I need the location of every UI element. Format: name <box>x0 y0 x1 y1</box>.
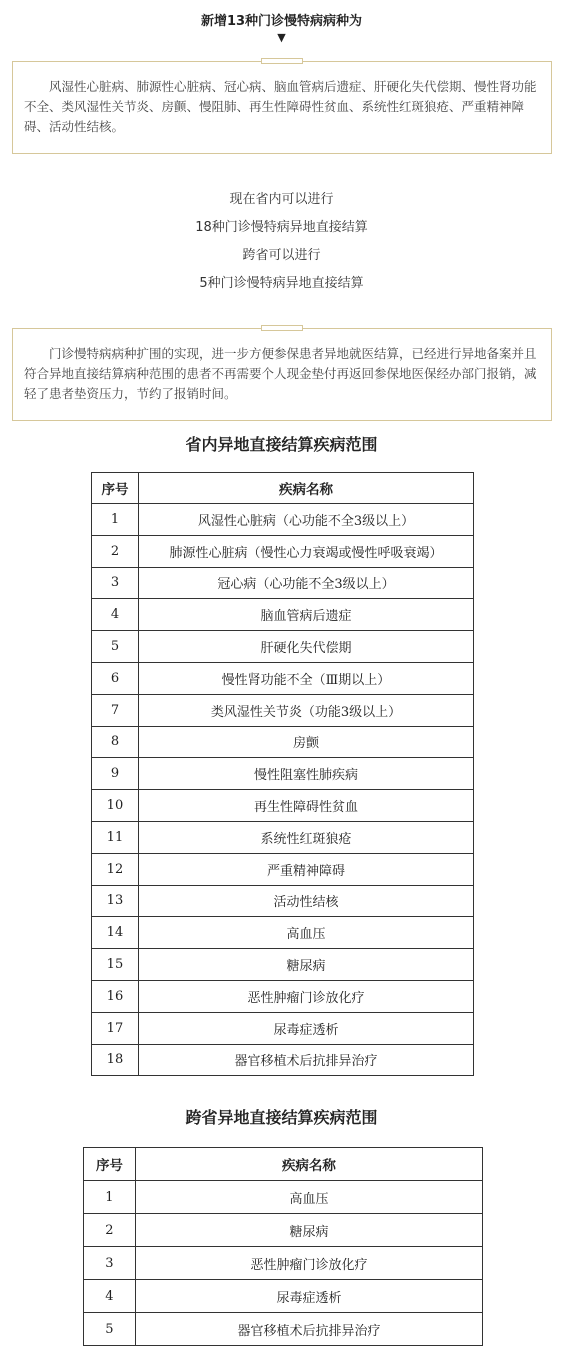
table-header-row <box>92 473 474 504</box>
header-disease: 疾病名称 <box>135 1148 482 1181</box>
row-index: 3 <box>92 567 139 599</box>
disease-name: 器官移植术后抗排异治疗 <box>135 1313 482 1346</box>
table-row <box>84 1313 483 1346</box>
disease-name: 活动性结核 <box>138 885 473 917</box>
row-index: 13 <box>92 885 139 917</box>
box-tab-decoration <box>261 325 303 331</box>
table2-title: 跨省异地直接结算疾病范围 <box>185 1108 378 1127</box>
row-index: 15 <box>92 949 139 981</box>
page-title: 新增13种门诊慢特病病种为 <box>200 14 363 29</box>
disease-name: 脑血管病后遗症 <box>138 599 473 631</box>
table-row <box>92 790 474 822</box>
row-index: 14 <box>92 917 139 949</box>
disease-name: 高血压 <box>135 1181 482 1214</box>
table-row <box>92 980 474 1012</box>
row-index: 16 <box>92 980 139 1012</box>
disease-name: 慢性阻塞性肺疾病 <box>138 758 473 790</box>
disease-name: 再生性障碍性贫血 <box>138 790 473 822</box>
table-row <box>84 1214 483 1247</box>
down-arrow-icon: ▼ <box>277 31 286 44</box>
table-row <box>84 1181 483 1214</box>
middle-line-3: 跨省可以进行 <box>242 248 321 263</box>
table-row <box>92 535 474 567</box>
row-index: 11 <box>92 821 139 853</box>
table-row <box>92 694 474 726</box>
table-header-row <box>84 1148 483 1181</box>
table-row <box>84 1247 483 1280</box>
disease-name: 恶性肿瘤门诊放化疗 <box>138 980 473 1012</box>
table-row <box>92 631 474 663</box>
box-tab-decoration <box>261 58 303 64</box>
row-index: 10 <box>92 790 139 822</box>
disease-name: 恶性肿瘤门诊放化疗 <box>135 1247 482 1280</box>
disease-name: 房颤 <box>138 726 473 758</box>
disease-name: 糖尿病 <box>138 949 473 981</box>
description-text: 门诊慢特病病种扩围的实现，进一步方便参保患者异地就医结算，已经进行异地备案并且符合异地直接结算病种范围的患者不再需要个人现金垫付再返回参保地医保经办部门报销，减轻了患者垫资压力，节约了报销时间。 <box>24 346 537 401</box>
table-provincial <box>91 472 474 1076</box>
table-row <box>92 726 474 758</box>
table-row <box>92 917 474 949</box>
table1-title: 省内异地直接结算疾病范围 <box>185 435 378 454</box>
row-index: 4 <box>84 1280 136 1313</box>
row-index: 1 <box>84 1181 136 1214</box>
disease-name: 器官移植术后抗排异治疗 <box>138 1044 473 1076</box>
disease-name: 糖尿病 <box>135 1214 482 1247</box>
row-index: 9 <box>92 758 139 790</box>
table-cross-province <box>83 1147 483 1346</box>
disease-name: 高血压 <box>138 917 473 949</box>
table-row <box>92 504 474 536</box>
row-index: 8 <box>92 726 139 758</box>
row-index: 6 <box>92 662 139 694</box>
row-index: 12 <box>92 853 139 885</box>
intro-text: 风湿性心脏病、肺源性心脏病、冠心病、脑血管病后遗症、肝硬化失代偿期、慢性肾功能不全、类风湿性关节炎、房颤、慢阻肺、再生性障碍性贫血、系统性红斑狼疮、严重精神障碍、活动性结核。 <box>24 79 537 134</box>
table-row <box>92 1012 474 1044</box>
table-row <box>92 599 474 631</box>
disease-name: 严重精神障碍 <box>138 853 473 885</box>
row-index: 7 <box>92 694 139 726</box>
row-index: 2 <box>84 1214 136 1247</box>
row-index: 18 <box>92 1044 139 1076</box>
disease-name: 风湿性心脏病（心功能不全3级以上） <box>138 504 473 536</box>
row-index: 17 <box>92 1012 139 1044</box>
middle-line-1: 现在省内可以进行 <box>229 192 334 207</box>
row-index: 5 <box>92 631 139 663</box>
table-row <box>84 1280 483 1313</box>
header-index: 序号 <box>92 473 139 504</box>
disease-name: 慢性肾功能不全（Ⅲ期以上） <box>138 662 473 694</box>
disease-name: 冠心病（心功能不全3级以上） <box>138 567 473 599</box>
disease-name: 系统性红斑狼疮 <box>138 821 473 853</box>
disease-name: 类风湿性关节炎（功能3级以上） <box>138 694 473 726</box>
row-index: 5 <box>84 1313 136 1346</box>
row-index: 1 <box>92 504 139 536</box>
middle-line-4: 5种门诊慢特病异地直接结算 <box>199 276 364 291</box>
table-row <box>92 567 474 599</box>
table-row <box>92 662 474 694</box>
table-row <box>92 853 474 885</box>
table-row <box>92 758 474 790</box>
header-disease: 疾病名称 <box>138 473 473 504</box>
disease-name: 尿毒症透析 <box>138 1012 473 1044</box>
disease-name: 尿毒症透析 <box>135 1280 482 1313</box>
disease-name: 肺源性心脏病（慢性心力衰竭或慢性呼吸衰竭） <box>138 535 473 567</box>
header-index: 序号 <box>84 1148 136 1181</box>
table-row <box>92 885 474 917</box>
row-index: 2 <box>92 535 139 567</box>
middle-line-2: 18种门诊慢特病异地直接结算 <box>195 220 368 235</box>
row-index: 3 <box>84 1247 136 1280</box>
row-index: 4 <box>92 599 139 631</box>
table-row <box>92 949 474 981</box>
table-row <box>92 1044 474 1076</box>
disease-name: 肝硬化失代偿期 <box>138 631 473 663</box>
table-row <box>92 821 474 853</box>
